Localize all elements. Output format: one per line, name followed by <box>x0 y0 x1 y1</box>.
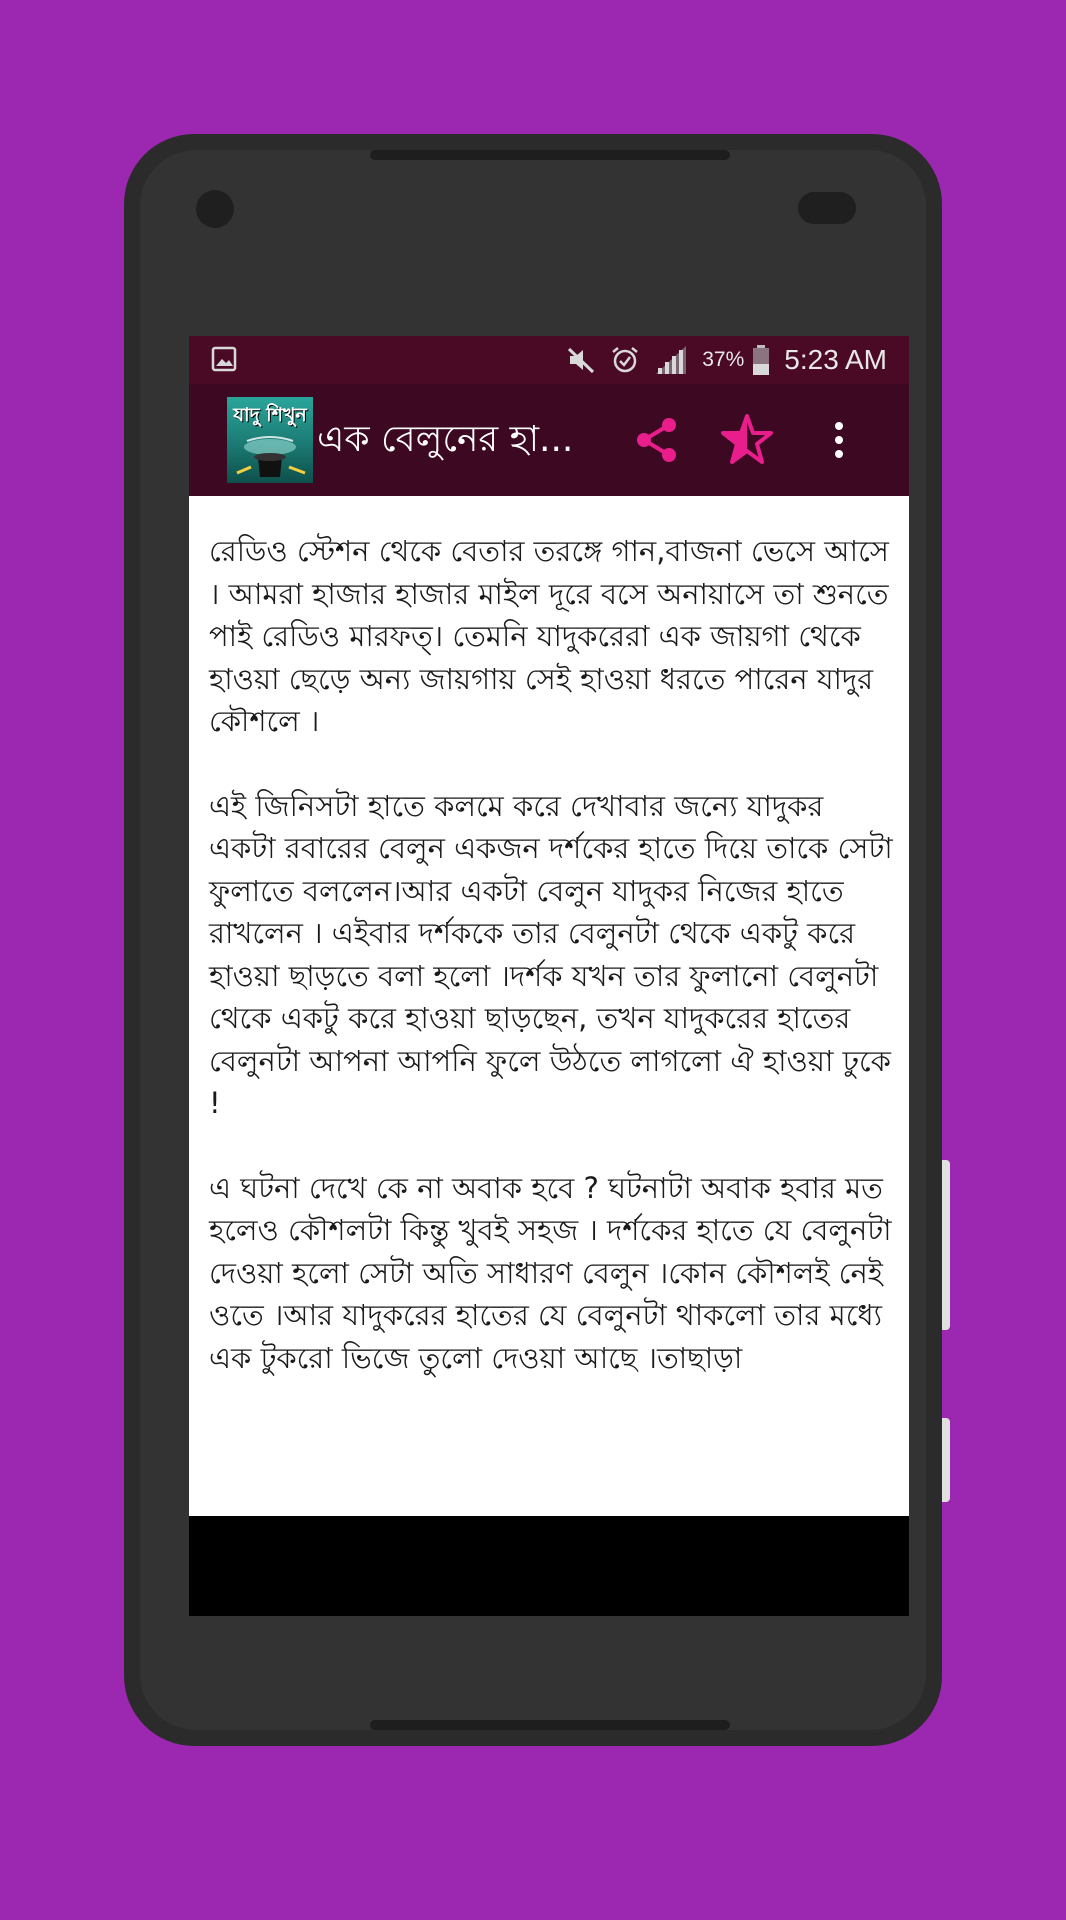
device-bezel <box>140 150 926 1730</box>
power-button <box>942 1418 950 1502</box>
app-logo-text: যাদু শিখুন <box>233 404 307 426</box>
star-icon[interactable] <box>719 412 775 468</box>
magic-hat-icon <box>227 397 313 483</box>
app-toolbar <box>189 384 909 496</box>
toolbar-title: এক বেলুনের হা... <box>317 419 574 460</box>
paragraph-spacer <box>189 743 909 785</box>
article-paragraph: এ ঘটনা দেখে কে না অবাক হবে ? ঘটনাটা অবাক হবার মত হলেও কৌশলটা কিন্তু খুবই সহজ । দর্শকের হাতে যে বেলুনটা দেওয়া হলো সেটা অতি সাধারণ বেলুন ।কোন কৌশলই নেই ওতে ।আর যাদুকরের হাতের যে বেলুনটা থাকলো তার মধ্যে এক টুকরো ভিজে তুলো দেওয়া আছে ।তাছাড়া <box>209 1170 901 1375</box>
front-camera <box>196 190 234 228</box>
status-icons <box>566 336 887 384</box>
proximity-sensor <box>798 192 856 224</box>
paragraph-spacer <box>189 1125 909 1167</box>
article-paragraph: রেডিও স্টেশন থেকে বেতার তরঙ্গে গান,বাজনা ভেসে আসে । আমরা হাজার হাজার মাইল দূরে বসে অনায়াসে তা শুনতে পাই রেডিও মারফত্। তেমনি যাদুকরেরা এক জায়গা থেকে হাওয়া ছেড়ে অন্য জায়গায় সেই হাওয়া ধরতে পারেন যাদুর কৌশলে । <box>209 534 899 738</box>
battery-icon <box>752 344 770 376</box>
share-icon[interactable] <box>629 412 685 468</box>
app-logo[interactable] <box>227 397 313 483</box>
signal-icon <box>654 344 688 376</box>
status-bar <box>189 336 909 384</box>
article-paragraph: এই জিনিসটা হাতে কলমে করে দেখাবার জন্যে যাদুকর একটা রবারের বেলুন একজন দর্শকের হাতে দিয়ে তাকে সেটা ফুলাতে বললেন।আর একটা বেলুন যাদুকর নিজের হাতে রাখলেন । এইবার দর্শককে তার বেলুনটা থেকে একটু করে হাওয়া ছাড়তে বলা হলো ।দর্শক যখন তার ফুলানো বেলুনটা থেকে একটু করে হাওয়া ছাড়ছেন, তখন যাদুকরের হাতের বেলুনটা আপনা আপনি ফুলে উঠতে লাগলো ঐ হাওয়া ঢুকে ! <box>209 788 902 1120</box>
device-screen <box>189 336 909 1616</box>
image-icon <box>211 346 237 372</box>
clock: 5:23 AM <box>784 344 887 375</box>
overflow-menu-icon[interactable] <box>811 412 867 468</box>
battery-percent: 37% <box>702 348 745 371</box>
top-speaker <box>370 150 730 160</box>
bottom-speaker <box>370 1720 730 1730</box>
device-frame <box>124 134 942 1746</box>
article-content[interactable] <box>189 496 909 1516</box>
ad-banner-area <box>189 1516 909 1616</box>
volume-button <box>942 1160 950 1330</box>
mute-icon <box>566 345 596 375</box>
alarm-icon <box>610 345 640 375</box>
